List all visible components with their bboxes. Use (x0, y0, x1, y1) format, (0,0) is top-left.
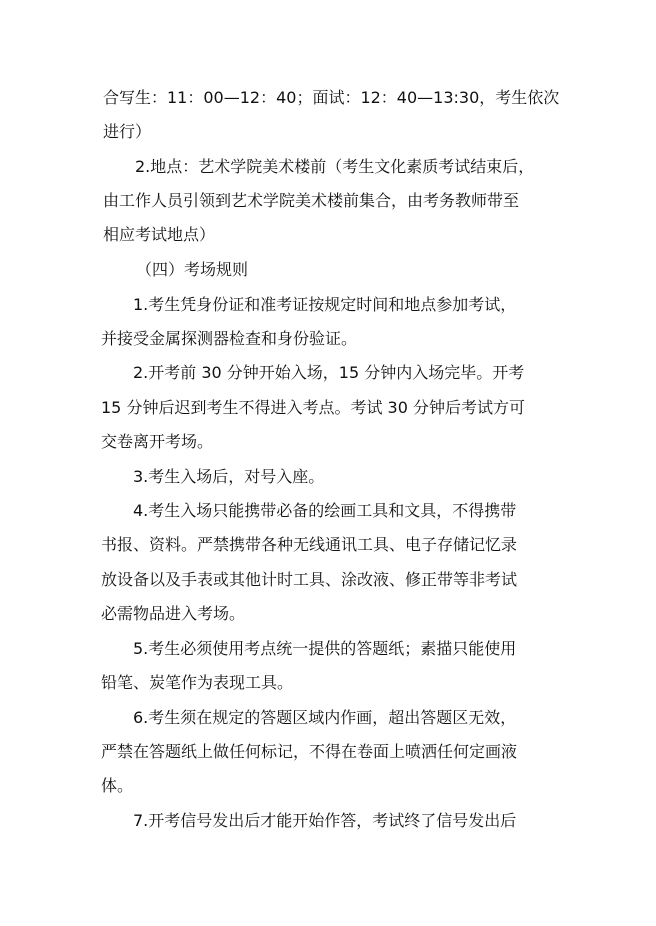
text-line (0, 149, 656, 185)
text-line (0, 424, 656, 460)
text-line (0, 562, 656, 598)
text-line (0, 321, 656, 357)
line-text: 书报、资料。严禁携带各种无线通讯工具、电子存储记忆录 (101, 535, 518, 554)
text-line (0, 114, 656, 150)
line-text: 由工作人员引领到艺术学院美术楼前集合，由考务教师带至 (103, 191, 520, 210)
line-text: 放设备以及手表或其他计时工具、涂改液、修正带等非考试 (101, 570, 518, 589)
line-text: 严禁在答题纸上做任何标记，不得在卷面上喷洒任何定画液 (101, 742, 518, 761)
line-text: 2.开考前 30 分钟开始入场，15 分钟内入场完毕。开考 (133, 363, 525, 382)
text-line (0, 734, 656, 770)
line-text: 6.考生须在规定的答题区域内作画，超出答题区无效， (133, 708, 517, 727)
text-line (0, 459, 656, 495)
text-line (0, 80, 656, 116)
text-line (0, 527, 656, 563)
line-text: 并接受金属探测器检查和身份验证。 (101, 329, 358, 348)
text-line (0, 803, 656, 839)
text-line (0, 631, 656, 667)
text-line (0, 493, 656, 529)
line-text: 相应考试地点） (103, 225, 216, 244)
text-line (0, 596, 656, 632)
line-text: 7.开考信号发出后才能开始作答，考试终了信号发出后 (133, 811, 517, 830)
section-heading-text: （四）考场规则 (136, 260, 249, 279)
text-line (0, 287, 656, 323)
line-text: 3.考生入场后，对号入座。 (133, 467, 325, 486)
line-text: 必需物品进入考场。 (101, 604, 246, 623)
line-text: 铅笔、炭笔作为表现工具。 (101, 673, 294, 692)
line-text: 体。 (101, 776, 134, 795)
text-line (0, 217, 656, 253)
line-text: 5.考生必须使用考点统一提供的答题纸；素描只能使用 (133, 639, 517, 658)
line-text: 进行） (103, 122, 152, 141)
text-line (0, 390, 656, 426)
line-text: 合写生：11：00—12：40；面试：12：40—13:30，考生依次 (103, 88, 560, 107)
section-heading (0, 252, 656, 288)
line-text: 4.考生入场只能携带必备的绘画工具和文具，不得携带 (133, 501, 517, 520)
text-line (0, 183, 656, 219)
text-line (0, 355, 656, 391)
line-text: 2.地点：艺术学院美术楼前（考生文化素质考试结束后， (135, 157, 535, 176)
text-line (0, 768, 656, 804)
line-text: 1.考生凭身份证和准考证按规定时间和地点参加考试， (133, 295, 517, 314)
text-line (0, 665, 656, 701)
line-text: 交卷离开考场。 (101, 432, 214, 451)
line-text: 15 分钟后迟到考生不得进入考点。考试 30 分钟后考试方可 (101, 398, 525, 417)
text-line (0, 700, 656, 736)
